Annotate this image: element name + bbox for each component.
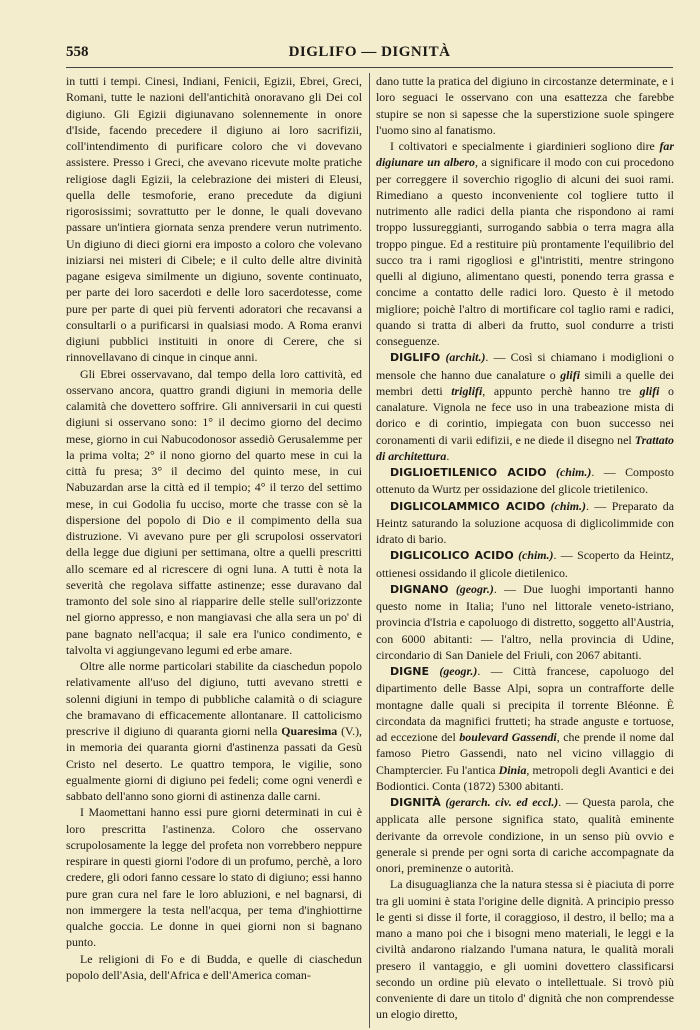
left-column [66, 73, 362, 983]
entry-headword: DIGNITÀ [390, 796, 441, 809]
entry-headword: DIGLIOETILENICO ACIDO [390, 466, 547, 479]
entry-digne [376, 663, 674, 794]
entry-dignano [376, 581, 674, 663]
paragraph-text: (V.), in memoria dei quaranta giorni d'astinenza passati da Gesù Cristo nel deserto. Le quattro tempora, le vigilie, sono egualmente giorni di digiuno pei fedeli; come ogni venerdì e sabbato dell'anno sono giorni di astinenza dalle carni. [66, 724, 363, 803]
entry-category: (chim.) [550, 498, 586, 513]
header-rule [66, 67, 673, 68]
paragraph-text: Oltre alle norme particolari stabilite da ciaschedun popolo relativamente all'uso del digiuno, tutti avevano stretti e solenni digiuni in tempo di pubbliche calamità o di sciagure che bramavano di efficacemente allontanare. Il cattolicismo prescrive il digiuno di quaranta giorni nella [66, 659, 362, 738]
entry-diglifo [376, 349, 674, 464]
paragraph: I Maomettani hanno essi pure giorni determinati in cui è loro prescritta l'astinenza. Coloro che osservano scrupolosamente la legge del profeta non vorrebbero neppure respirare in questi giorni l'odore di un profumo, perchè, a loro credere, gli odori fanno cessare lo stato di digiuno; essi hanno pure gran cura nel fare le loro abluzioni, e nel bagnarsi, di non immergere la testa nell'acqua, per tema d'inghiottirne qualche goccia. Le donne in quei giorni non si bagnano punto. [66, 805, 362, 950]
entry-headword: DIGLICOLICO ACIDO [390, 549, 514, 563]
entry-text: , metropoli degli Avantici e dei Bodiontici. Conta (1872) 5300 abitanti. [376, 762, 674, 793]
text-columns [66, 73, 673, 1030]
italic-term: glifi [639, 383, 660, 398]
entry-text: . — Così si chiamano i modiglioni o mensole che hanno due canalature o [376, 350, 674, 382]
entry-diglicolammico [376, 498, 674, 548]
entry-category: (geogr.) [455, 581, 494, 596]
entry-text: . — Questa parola, che applicata alle persone significa stato, qualità eminente derivante da orrevole condizione, in un senso più ovvio e generale si prende per ogni sorta di cariche accompagnate da onori, preminenze o autorità. [376, 795, 674, 875]
column-divider [369, 73, 370, 1028]
italic-term: glifi [560, 367, 581, 382]
entry-diglioetilenico [376, 464, 674, 498]
entry-dignita [376, 794, 674, 876]
paragraph: Le religioni di Fo e di Budda, e quelle di ciaschedun popolo dell'Asia, dell'Africa e dell'America coman- [66, 951, 362, 982]
entry-text: . — Preparato da Heintz saturando la soluzione acquosa di diglicolimmide con idrato di bario. [376, 498, 674, 546]
entry-text: , appunto perchè hanno tre [482, 383, 640, 398]
running-header [66, 44, 673, 68]
entry-text: . — Città francese, capoluogo del dipartimento delle Basse Alpi, sopra un contrafforte delle montagne dalle quali si precipita il torrente Bléonne. È circondata da magnifici frutteti; ha strade anguste e tortuose, ad eccezione del [376, 664, 674, 744]
entry-headword: DIGLIFO [390, 351, 441, 365]
italic-term: boulevard Gassendi [459, 730, 557, 744]
paragraph: dano tutte la pratica del digiuno in circostanze determinate, e i loro seguaci le osservano con una esattezza che farebbe stupire se non si sapesse che la superstizione suole spingere l'uomo sino al fanatismo. [376, 74, 674, 137]
page-title: DIGLIFO — DIGNITÀ [288, 44, 451, 60]
entry-category: (gerarch. civ. ed eccl.) [445, 795, 559, 809]
cross-reference: Quaresima [281, 724, 338, 738]
page-number: 558 [66, 44, 89, 60]
entry-headword: DIGNANO [390, 582, 449, 596]
entry-text: . — Scoperto da Heintz, ottienesi ossidando il glicole dietilenico. [376, 548, 675, 580]
entry-text: . — Composto ottenuto da Wurtz per ossidazione del glicole trietilenico. [376, 465, 674, 497]
paragraph: in tutti i tempi. Cinesi, Indiani, Fenicii, Egizii, Ebrei, Greci, Romani, tutte le nazioni dell'antichità onoravano gli Dei col digiuno. Gli Egizii digiunavano solennemente in onore d'Iside, facendo precedere il digiuno ai loro sacrifizii, coll'intendimento di purificare coloro che vi dovevano assistere. Presso i Greci, che avevano ricevute molte pratiche religiose dagli Egizii, la celebrazione dei misteri di Eleusi, quella delle tesmoforie, erano precedute da digiuni rigorosissimi; sovrattutto per le donne, le quali dovevano passare un'intiera giornata senza prendere verun nutrimento. Un digiuno di dieci giorni era imposto a coloro che volevano iniziarsi nei misteri di Cibele; e il culto delle altre divinità pagane esigeva similmente un digiuno, sovente continuato, per parte dei loro sacerdoti e delle loro sacerdotesse, come pure per parte di quei più ferventi adoratori che recavansi a consultarli o a purificarsi in qualsiasi modo. A Roma eranvi digiuni pubblici instituiti in onore di Cerere, che si rinnovellavano di cinque in cinque anni. [66, 74, 362, 365]
entry-text: simili a quelle dei membri detti [376, 367, 674, 398]
paragraph: La disuguaglianza che la natura stessa si è piaciuta di porre tra gli uomini è stata l'origine delle dignità. A principio presso le genti si disse il forte, il coraggioso, il destro, il bello; ma a mano a mano poi che i bisogni meno materiali, le leggi e la civiltà andarono rialzando l'umana natura, le qualità morali presero il vantaggio, e gli uomini dovettero classificarsi secondo un ordine più elevato o intellettuale. Si trovò più conveniente di dare un titolo d' dignità che non comprendesse un elogio diretto, [376, 877, 674, 1022]
entry-text: . — Due luoghi importanti hanno questo nome in Italia; l'uno nel littorale veneto-istriano, provincia d'Istria e capoluogo di distretto, soggetto all'Austria, con 6000 abitanti: — l'altro, nella provincia di Udine, circondario di San Daniele del Friuli, con 2067 abitanti. [376, 581, 674, 662]
entry-category: (archit.) [445, 350, 486, 365]
entry-text: , che prende il nome dal famoso Pietro Gassendi, nato nel vicino villaggio di Champtercier. Fu l'antica [376, 730, 674, 777]
entry-diglicolico [376, 547, 674, 581]
entry-text: o canalature. Vignola ne fece uso in una trabeazione mista di dorico e di corintio, impiegata con buon successo nei coronamenti di varii edifizii, e ne diede il disegno nel [376, 383, 674, 447]
entry-headword: DIGLICOLAMMICO ACIDO [390, 499, 546, 513]
entry-headword: DIGNE [390, 665, 429, 678]
paragraph [66, 658, 362, 804]
right-column [376, 73, 674, 1023]
entry-text: . [446, 448, 450, 463]
italic-term: triglifi [451, 383, 483, 398]
paragraph-text: , a significare il modo con cui procedono per correggere il soverchio rigoglio di alcuni dei suoi rami. Rimediano a questo inconveniente col togliere tutto il nutrimento alle radici della pianta che rispondono ai rami troppo lussureggianti, surrogando sabbia o terra magra alla troppo pingue. Ed a restituire più prontamente l'equilibrio del succo tra i rami rigogliosi e gl'intristiti, mentre stringono quelli al digiuno, alimentano questi, ponendo terra grassa e concime a contatto delle radici loro. Questo è il metodo migliore; poichè l'altro di mortificare col taglio rami e radici, quando si tratta di alberi da frutto, suol condurre a tristi conseguenze. [376, 155, 674, 348]
italic-term: far digiunare un albero [376, 139, 674, 170]
italic-term: Trattato di architettura [376, 432, 674, 463]
entry-category: (chim.) [555, 465, 592, 479]
entry-category: (chim.) [518, 548, 554, 563]
entry-category: (geogr.) [439, 664, 478, 678]
paragraph-text: I coltivatori e specialmente i giardinieri sogliono dire [390, 139, 660, 153]
paragraph [376, 138, 674, 349]
paragraph: Gli Ebrei osservavano, dal tempo della loro cattività, ed osservano ancora, quattro grandi digiuni in memoria delle calamità che dovettero soffrire. Gli anniversarii in cui questi digiuni si osservano sono: 1° il decimo giorno del decimo mese, giorno in cui Nabucodonosor assediò Gerusalemme per la prima volta; 2° il nono giorno del quarto mese in cui la città fu presa; 3° il decimo del quinto mese, in cui Nabuzardan arse la città ed il tempio; 4° il terzo del settimo mese, in cui Godolia fu ucciso, morte che trasse con sè la dispersione del popolo di Dio e il compimento della sua distruzione. Vi avevano pure per gli scrupolosi osservatori della legge due digiuni per settimana, oltre a quelli prescritti allo scemare ed al ricrescere di ogni luna. A tutti è nota la severità che regolava siffatte astinenze; esse duravano dal tramonto del sole sino al riapparire delle stelle sull'orizzonte nel giorno appresso, e non mangiavasi che alla sera un po' di pane bagnato nell'acqua; il sale era l'unico condimento, e talvolta vi aggiungevano legumi ed erbe amare. [66, 366, 362, 657]
italic-term: Dinia [498, 762, 527, 777]
